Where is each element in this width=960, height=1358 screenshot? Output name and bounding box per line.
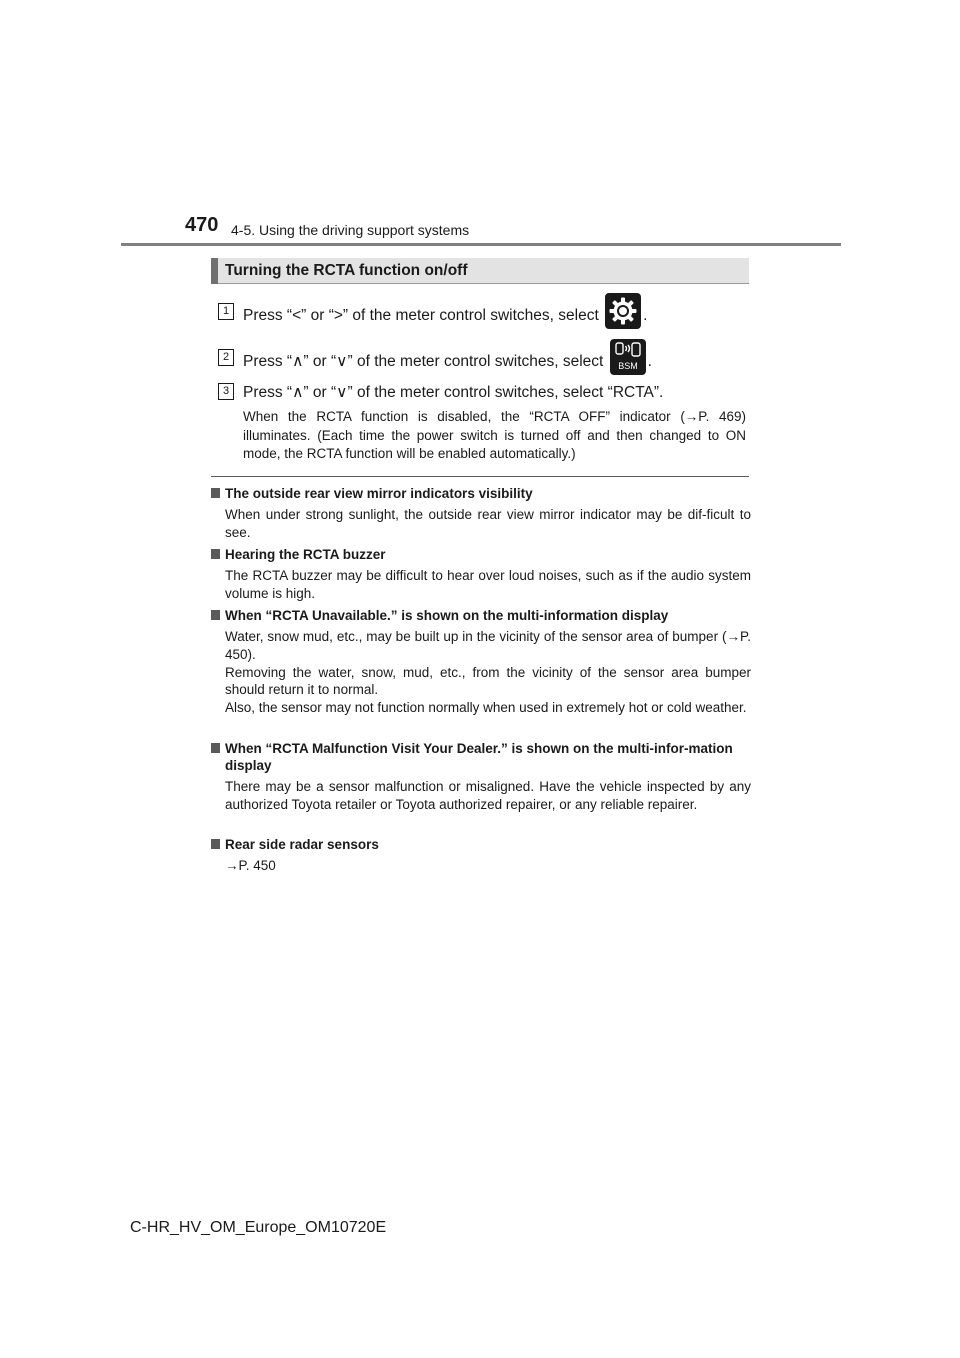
info-title: Rear side radar sensors — [211, 836, 751, 853]
divider — [211, 476, 749, 477]
info-title: The outside rear view mirror indicators visibility — [211, 485, 751, 502]
section-heading — [211, 258, 749, 284]
step-2-text-before: Press “∧” or “∨” of the meter control switches, select — [243, 353, 608, 371]
step-number-3: 3 — [218, 383, 234, 400]
step-1-text-before: Press “<” or “>” of the meter control switches, select — [243, 307, 604, 325]
step-1-text-after: . — [643, 307, 648, 325]
info-body: There may be a sensor malfunction or misaligned. Have the vehicle inspected by any authorized Toyota retailer or Toyota authorized repairer, or any reliable repairer. — [225, 779, 751, 812]
bsm-icon — [610, 339, 646, 375]
step-2-text — [243, 349, 652, 375]
section-title: 4-5. Using the driving support systems — [231, 222, 470, 238]
info-item — [211, 740, 751, 814]
info-body: Water, snow mud, etc., may be built up in the vicinity of the sensor area of bumper (→P. 450). Removing the water, snow, mud, etc., from the vicinity of the sensor area bumper should return it to normal. Also, the sensor may not function normally when used in extremely hot or cold weather. — [225, 629, 751, 716]
step-3-text: Press “∧” or “∨” of the meter control switches, select “RCTA”. — [243, 384, 664, 401]
info-body: →P. 450 — [225, 858, 276, 873]
info-item — [211, 607, 751, 717]
info-item — [211, 546, 751, 603]
step-note: When the RCTA function is disabled, the “RCTA OFF” indicator (→P. 469) illuminates. (Each time the power switch is turned off and then changed to ON mode, the RCTA function will be enabled automatically.) — [243, 409, 746, 461]
heading-accent — [211, 258, 218, 284]
header-rule — [121, 243, 841, 246]
info-body: The RCTA buzzer may be difficult to hear over loud noises, such as if the audio system volume is high. — [225, 568, 751, 601]
footer-doc-id: C-HR_HV_OM_Europe_OM10720E — [130, 1219, 387, 1236]
step-2-text-after: . — [647, 353, 652, 371]
bsm-icon-label: BSM — [617, 361, 638, 371]
info-item — [211, 485, 751, 542]
step-number-1: 1 — [218, 303, 234, 320]
step-number-2: 2 — [218, 349, 234, 366]
info-title: When “RCTA Unavailable.” is shown on the multi-information display — [211, 607, 751, 624]
settings-gear-icon — [605, 293, 641, 329]
page-number: 470 — [185, 214, 219, 236]
info-item — [211, 836, 751, 875]
section-heading-text: Turning the RCTA function on/off — [225, 262, 468, 279]
info-body: When under strong sunlight, the outside rear view mirror indicator may be dif-ficult to see. — [225, 507, 751, 540]
info-title: Hearing the RCTA buzzer — [211, 546, 751, 563]
step-1-text — [243, 303, 647, 329]
info-title: When “RCTA Malfunction Visit Your Dealer.” is shown on the multi-infor-mation display — [211, 740, 751, 774]
